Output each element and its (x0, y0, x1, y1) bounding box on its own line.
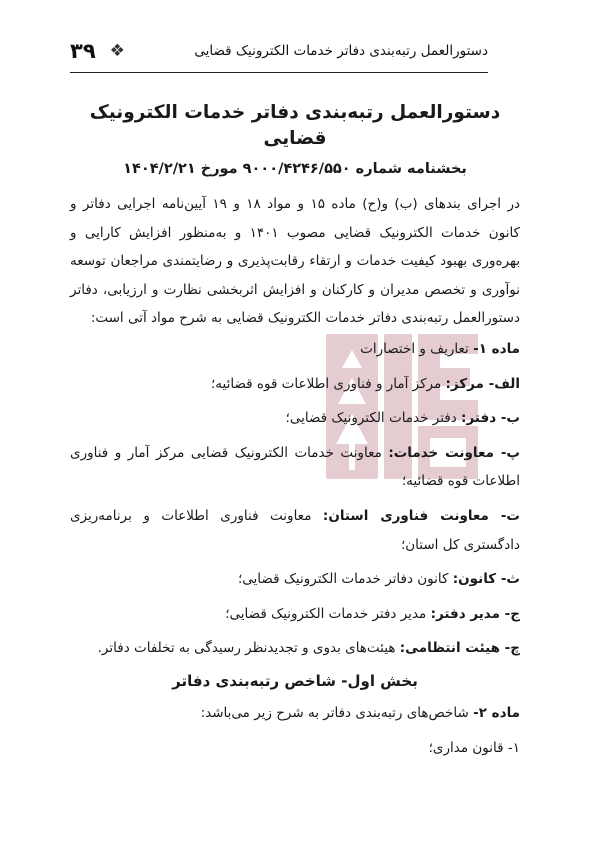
definition-item (70, 565, 520, 594)
document-title: دستورالعمل رتبه‌بندی دفاتر خدمات الکترونیک قضایی (89, 102, 501, 149)
running-header (70, 34, 488, 68)
document-subtitle: بخشنامه شماره ۹۰۰۰/۴۲۴۶/۵۵۰ مورخ ۱۴۰۴/۲/۲۱ (123, 161, 467, 177)
document-body (70, 100, 520, 768)
article-1-label: ماده ۱- (473, 340, 520, 357)
definition-item (70, 600, 520, 629)
definition-term: ت- معاونت فناوری استان: (322, 507, 520, 524)
definition-term: چ- هیئت انتظامی: (399, 640, 520, 657)
article-2-text: شاخص‌های رتبه‌بندی دفاتر به شرح زیر می‌باشد: (200, 704, 474, 721)
article-2-label: ماده ۲- (473, 704, 520, 721)
definition-item (70, 404, 520, 433)
definition-term: الف- مرکز: (445, 375, 520, 392)
definition-item (70, 502, 520, 559)
definition-item (70, 439, 520, 496)
running-header-title: دستورالعمل رتبه‌بندی دفاتر خدمات الکترونیک قضایی (194, 43, 488, 59)
definition-term: ث- کانون: (452, 571, 520, 588)
definition-text: معاونت فناوری اطلاعات و برنامه‌ریزی دادگستری کل استان؛ (70, 507, 520, 553)
intro-paragraph: در اجرای بندهای (ب) و(ح) ماده ۱۵ و مواد ۱۸ و ۱۹ آیین‌نامه اجرایی دفاتر و کانون خدمات الکترونیک قضایی مصوب ۱۴۰۱ و به‌منظور افزایش کارایی و بهره‌وری بهبود کیفیت خدمات و ارتقاء رقابت‌پذیری و رضایتمندی مراجعان توسعه نوآوری و تخصص مدیران و کارکنان و افزایش اثربخشی نظارت و ارزیابی، دفاتر دستورالعمل رتبه‌بندی دفاتر خدمات الکترونیک قضایی به شرح مواد آتی است: (70, 196, 520, 327)
definition-text: معاونت خدمات الکترونیک قضایی مرکز آمار و فناوری اطلاعات قوه قضائیه؛ (70, 444, 520, 490)
article-1-text: تعاریف و اختصارات (360, 340, 474, 357)
definition-text: مدیر دفتر خدمات الکترونیک قضایی؛ (225, 605, 431, 622)
header-divider (70, 72, 488, 73)
definition-text: دفتر خدمات الکترونیک قضایی؛ (285, 410, 462, 427)
diamond-ornament-icon: ❖ (109, 41, 125, 61)
definition-term: پ- معاونت خدمات: (388, 444, 521, 461)
definition-text: مرکز آمار و فناوری اطلاعات قوه قضائیه؛ (210, 375, 446, 392)
article-2 (70, 699, 520, 728)
definition-text: کانون دفاتر خدمات الکترونیک قضایی؛ (237, 571, 453, 588)
section-heading: بخش اول- شاخص رتبه‌بندی دفاتر (172, 671, 418, 690)
article-1 (70, 335, 520, 364)
definition-text: هیئت‌های بدوی و تجدیدنظر رسیدگی به تخلفات دفاتر. (97, 640, 400, 657)
list-item: ۱- قانون مداری؛ (428, 739, 520, 756)
definition-item (70, 634, 520, 663)
definition-term: ج- مدیر دفتر: (430, 605, 520, 622)
definition-term: ب- دفتر: (461, 410, 520, 427)
definition-item (70, 370, 520, 399)
page-number: ۳۹ (70, 39, 96, 63)
